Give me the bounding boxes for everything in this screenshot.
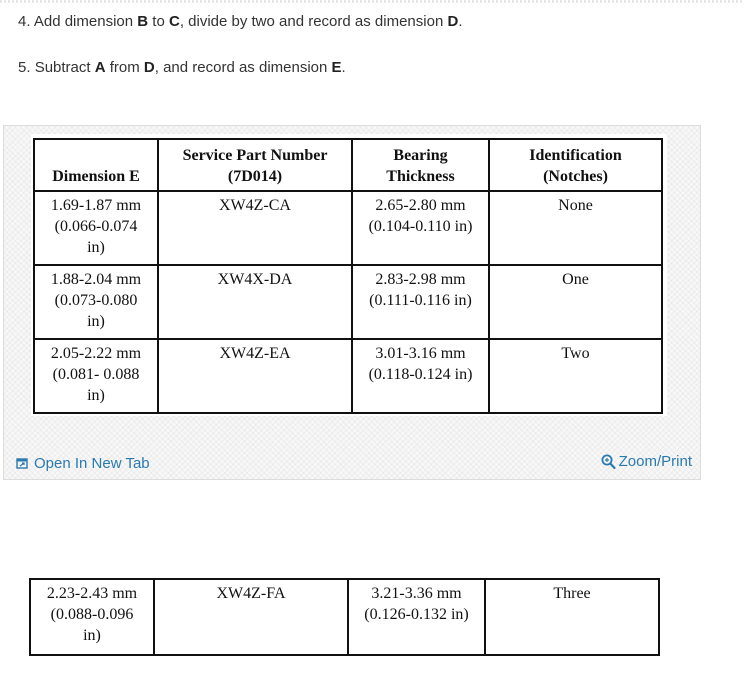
cell-line: (0.081- 0.088 bbox=[52, 366, 140, 383]
magnifier-icon bbox=[601, 454, 616, 470]
header-line: Service Part Number bbox=[182, 147, 328, 164]
open-in-new-tab-link[interactable] bbox=[16, 455, 150, 472]
instruction-step-5 bbox=[18, 59, 346, 77]
cell-line: (0.104-0.110 in) bbox=[368, 218, 473, 235]
cell-line: 3.21-3.36 mm bbox=[371, 585, 462, 602]
table-row bbox=[34, 265, 662, 339]
header-dimension-e bbox=[34, 139, 158, 191]
cell-line: 1.88-2.04 mm bbox=[50, 271, 142, 288]
dimension-ref: E bbox=[331, 59, 342, 76]
zoom-print-label: Zoom/Print bbox=[618, 453, 692, 470]
cell-line: 1.69-1.87 mm bbox=[50, 197, 142, 214]
cell-line: (0.066-0.074 bbox=[54, 218, 138, 235]
table-row bbox=[34, 339, 662, 413]
header-service-part-number bbox=[158, 139, 352, 191]
cell-line: 2.05-2.22 mm bbox=[50, 345, 142, 362]
cell-line: 3.01-3.16 mm bbox=[375, 345, 466, 362]
header-line: (Notches) bbox=[543, 168, 608, 185]
thickness-cell bbox=[352, 191, 489, 265]
part-number-cell: XW4X-DA bbox=[158, 265, 352, 339]
cell-line: (0.073-0.080 bbox=[54, 292, 138, 309]
open-in-new-tab-label: Open In New Tab bbox=[34, 455, 150, 472]
step-number: 4. bbox=[18, 13, 31, 30]
dimension-e-cell bbox=[34, 339, 158, 413]
step-text: Add dimension bbox=[33, 13, 138, 30]
step-text: , divide by two and record as dimension bbox=[179, 13, 448, 30]
thickness-cell bbox=[352, 339, 489, 413]
cell-line: (0.111-0.116 in) bbox=[369, 292, 472, 309]
dimension-e-cell bbox=[34, 191, 158, 265]
step-text: , and record as dimension bbox=[154, 59, 332, 76]
part-number-cell: XW4Z-CA bbox=[158, 191, 352, 265]
part-number-cell: XW4Z-EA bbox=[158, 339, 352, 413]
dimension-e-cell bbox=[34, 265, 158, 339]
cell-line: in) bbox=[83, 627, 101, 644]
cell-line: (0.088-0.096 bbox=[50, 606, 134, 623]
header-line: Dimension E bbox=[52, 168, 140, 185]
header-identification bbox=[489, 139, 662, 191]
cell-line: (0.126-0.132 in) bbox=[364, 606, 469, 623]
step-number: 5. bbox=[18, 59, 31, 76]
cell-line: 2.23-2.43 mm bbox=[46, 585, 138, 602]
cell-line: 2.65-2.80 mm bbox=[375, 197, 466, 214]
bearing-spec-table-continued bbox=[29, 578, 660, 656]
notches-cell: None bbox=[489, 191, 662, 265]
header-line: (7D014) bbox=[227, 168, 283, 185]
table-header-row bbox=[34, 139, 662, 191]
dimension-ref: C bbox=[168, 13, 180, 30]
dimension-ref: D bbox=[143, 59, 155, 76]
open-new-tab-icon bbox=[16, 457, 29, 470]
table-row bbox=[34, 191, 662, 265]
part-number-cell: XW4Z-FA bbox=[154, 579, 348, 655]
dimension-e-cell bbox=[30, 579, 154, 655]
step-text: from bbox=[105, 59, 144, 76]
cell-line: (0.118-0.124 in) bbox=[368, 366, 473, 383]
zoom-print-link[interactable] bbox=[601, 453, 692, 470]
top-border bbox=[0, 0, 744, 3]
table-row bbox=[30, 579, 659, 655]
cell-line: in) bbox=[87, 387, 105, 404]
notches-cell: Three bbox=[485, 579, 659, 655]
step-text: Subtract bbox=[34, 59, 95, 76]
cell-line: in) bbox=[87, 239, 105, 256]
step-text: . bbox=[341, 59, 346, 76]
instruction-step-4 bbox=[18, 13, 462, 31]
notches-cell: Two bbox=[489, 339, 662, 413]
bearing-spec-table bbox=[33, 138, 663, 414]
cell-line: in) bbox=[87, 313, 105, 330]
cell-line: 2.83-2.98 mm bbox=[375, 271, 466, 288]
dimension-ref: D bbox=[447, 13, 459, 30]
step-text: to bbox=[148, 13, 169, 30]
notches-cell: One bbox=[489, 265, 662, 339]
dimension-ref: B bbox=[137, 13, 149, 30]
header-line: Identification bbox=[529, 147, 622, 164]
header-line: Bearing bbox=[393, 147, 448, 164]
thickness-cell bbox=[352, 265, 489, 339]
header-line: Thickness bbox=[386, 168, 455, 185]
step-text: . bbox=[458, 13, 463, 30]
thickness-cell bbox=[348, 579, 485, 655]
header-bearing-thickness bbox=[352, 139, 489, 191]
dimension-ref: A bbox=[94, 59, 106, 76]
